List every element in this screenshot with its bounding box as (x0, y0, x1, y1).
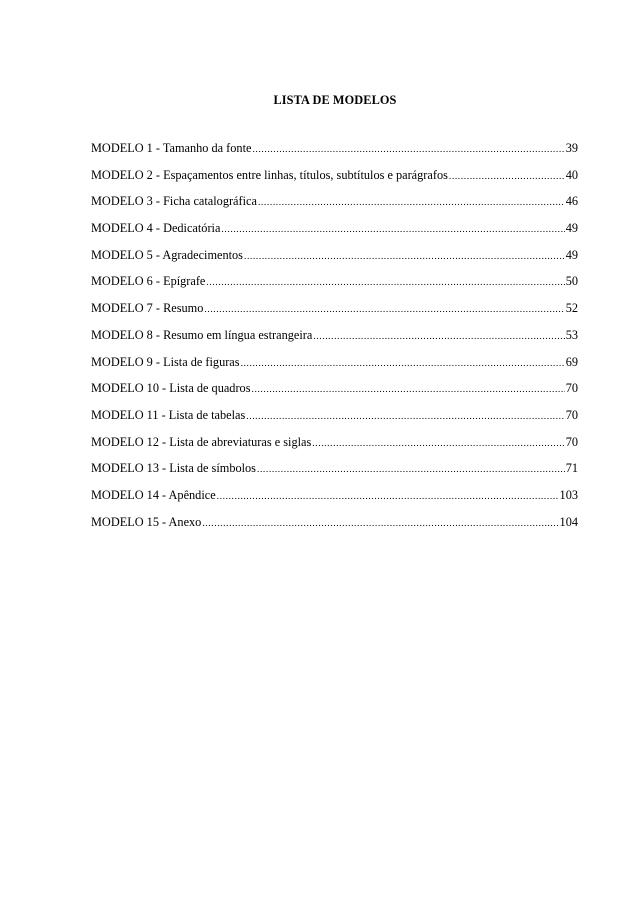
list-item (91, 221, 578, 248)
entry-page-number: 71 (565, 461, 578, 476)
list-item (91, 515, 578, 542)
entry-page-number: 70 (565, 407, 578, 422)
dot-leader (217, 492, 559, 502)
entry-label: MODELO 14 - Apêndice (91, 487, 216, 502)
dot-leader (241, 359, 565, 369)
entry-label: MODELO 7 - Resumo (91, 301, 204, 316)
dot-leader (246, 412, 564, 422)
model-list (91, 141, 578, 541)
entry-page-number: 46 (565, 194, 578, 209)
dot-leader (244, 252, 565, 262)
dot-leader (449, 172, 565, 182)
list-item (91, 248, 578, 275)
dot-leader (252, 145, 564, 155)
entry-label: MODELO 5 - Agradecimentos (91, 247, 243, 262)
entry-page-number: 104 (559, 514, 578, 529)
dot-leader (257, 465, 565, 475)
entry-page-number: 103 (559, 487, 578, 502)
entry-label: MODELO 10 - Lista de quadros (91, 381, 251, 396)
entry-page-number: 49 (565, 247, 578, 262)
list-item (91, 488, 578, 515)
list-item (91, 381, 578, 408)
entry-label: MODELO 11 - Lista de tabelas (91, 407, 246, 422)
dot-leader (258, 198, 565, 208)
page-title: LISTA DE MODELOS (273, 93, 397, 107)
entry-page-number: 39 (565, 141, 578, 155)
dot-leader (221, 225, 564, 235)
entry-page-number: 49 (565, 221, 578, 236)
entry-label: MODELO 1 - Tamanho da fonte (91, 141, 252, 155)
entry-page-number: 53 (565, 327, 578, 342)
list-item (91, 168, 578, 195)
entry-page-number: 40 (565, 167, 578, 182)
dot-leader (206, 278, 564, 288)
entry-label: MODELO 13 - Lista de símbolos (91, 461, 256, 476)
entry-label: MODELO 4 - Dedicatória (91, 221, 221, 236)
entry-page-number: 50 (565, 274, 578, 289)
entry-page-number: 70 (565, 381, 578, 396)
list-item (91, 408, 578, 435)
entry-page-number: 69 (565, 354, 578, 369)
entry-label: MODELO 9 - Lista de figuras (91, 354, 240, 369)
dot-leader (252, 385, 565, 395)
list-item (91, 355, 578, 382)
dot-leader (204, 305, 564, 315)
entry-label: MODELO 12 - Lista de abreviaturas e siglas (91, 434, 312, 449)
list-item (91, 194, 578, 221)
list-item (91, 274, 578, 301)
list-item (91, 435, 578, 462)
entry-label: MODELO 6 - Epígrafe (91, 274, 206, 289)
dot-leader (312, 439, 564, 449)
entry-label: MODELO 2 - Espaçamentos entre linhas, títulos, subtítulos e parágrafos (91, 167, 448, 182)
list-item (91, 141, 578, 168)
dot-leader (313, 332, 564, 342)
entry-page-number: 70 (565, 434, 578, 449)
list-item (91, 301, 578, 328)
list-item (91, 328, 578, 355)
entry-label: MODELO 15 - Anexo (91, 514, 202, 529)
list-item (91, 461, 578, 488)
entry-page-number: 52 (565, 301, 578, 316)
entry-label: MODELO 8 - Resumo em língua estrangeira (91, 327, 313, 342)
entry-label: MODELO 3 - Ficha catalográfica (91, 194, 257, 209)
dot-leader (202, 519, 558, 529)
